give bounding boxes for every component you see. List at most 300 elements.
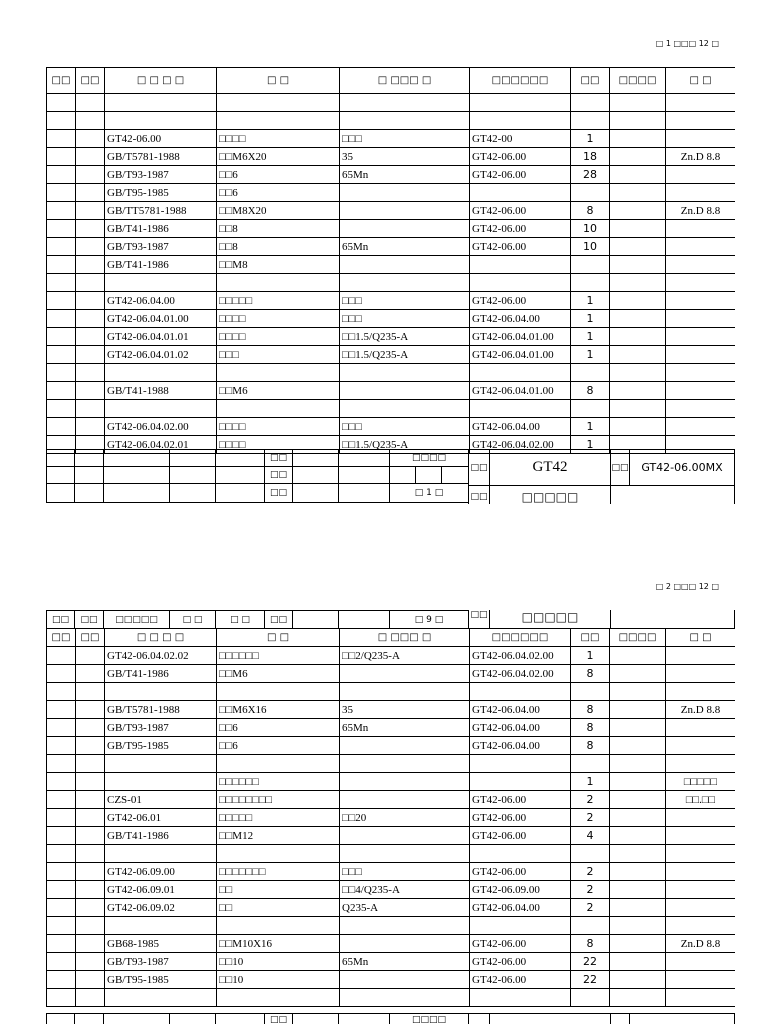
part-code-cell	[105, 773, 217, 791]
parent-code-cell	[470, 94, 571, 112]
name-label: □□	[468, 485, 490, 504]
title-label: □□	[264, 483, 293, 503]
unit-weight-cell	[610, 917, 666, 935]
table-row	[47, 166, 736, 184]
parent-code-cell: GT42-06.00	[470, 148, 571, 166]
note-cell	[666, 130, 736, 148]
quantity-cell: 28	[571, 166, 610, 184]
code-cell	[76, 863, 105, 881]
part-name-cell: □□□	[217, 346, 340, 364]
parent-code-cell: GT42-06.00	[470, 971, 571, 989]
title-label: □□□□	[389, 449, 469, 467]
table-row	[47, 328, 736, 346]
seq-cell	[47, 773, 76, 791]
part-name-cell: □□□□□□□	[217, 863, 340, 881]
header-cell: □ □ □ □	[105, 629, 217, 647]
seq-cell	[47, 827, 76, 845]
part-code-cell: GT42-06.01	[105, 809, 217, 827]
material-cell: □□20	[340, 809, 470, 827]
quantity-cell: 1	[571, 292, 610, 310]
note-cell	[666, 665, 736, 683]
seq-cell	[47, 863, 76, 881]
code-cell	[76, 238, 105, 256]
sheet-count: □ 1 □	[389, 483, 469, 503]
seq-cell	[47, 899, 76, 917]
part-code-cell: GT42-06.04.00	[105, 292, 217, 310]
material-cell	[340, 683, 470, 701]
code-cell	[76, 773, 105, 791]
part-name-cell	[217, 112, 340, 130]
material-cell: 35	[340, 148, 470, 166]
material-cell	[340, 274, 470, 292]
material-cell: 65Mn	[340, 953, 470, 971]
note-cell	[666, 274, 736, 292]
cont-cell: □□	[74, 610, 104, 629]
parent-code-cell	[470, 400, 571, 418]
note-cell: □□□□□	[666, 773, 736, 791]
seq-cell	[47, 953, 76, 971]
unit-weight-cell	[610, 238, 666, 256]
note-cell	[666, 400, 736, 418]
bom-table-body	[47, 629, 736, 1007]
part-code-cell: GB/T93-1987	[105, 166, 217, 184]
code-cell	[76, 148, 105, 166]
quantity-cell	[571, 755, 610, 773]
material-cell: 65Mn	[340, 719, 470, 737]
code-cell	[76, 827, 105, 845]
material-cell: Q235-A	[340, 899, 470, 917]
table-row	[47, 899, 736, 917]
material-cell: □□□	[340, 130, 470, 148]
title-label: □□	[264, 1013, 293, 1024]
unit-weight-cell	[610, 719, 666, 737]
parent-code-cell: GT42-06.00	[470, 238, 571, 256]
part-code-cell	[105, 845, 217, 863]
bom-sheet-1	[46, 67, 735, 504]
quantity-cell	[571, 917, 610, 935]
seq-cell	[47, 809, 76, 827]
code-cell	[76, 364, 105, 382]
header-row	[47, 68, 736, 94]
code-cell	[76, 346, 105, 364]
header-cell: □ □	[217, 68, 340, 94]
code-cell	[76, 328, 105, 346]
seq-cell	[47, 935, 76, 953]
material-cell: 35	[340, 701, 470, 719]
parent-code-cell: GT42-06.00	[470, 791, 571, 809]
table-row	[47, 256, 736, 274]
parent-code-cell: GT42-06.04.00	[470, 310, 571, 328]
quantity-cell: 1	[571, 418, 610, 436]
code-cell	[76, 935, 105, 953]
seq-cell	[47, 647, 76, 665]
material-cell: □□4/Q235-A	[340, 881, 470, 899]
part-code-cell: GB/T41-1986	[105, 827, 217, 845]
note-cell	[666, 899, 736, 917]
header-cell: □□	[76, 629, 105, 647]
cont-cell: □ □	[169, 610, 216, 629]
note-cell: □□.□□	[666, 791, 736, 809]
material-cell	[340, 827, 470, 845]
material-cell: □□1.5/Q235-A	[340, 436, 470, 454]
seq-cell	[47, 328, 76, 346]
part-name-cell: □□8	[217, 220, 340, 238]
note-cell	[666, 292, 736, 310]
material-cell	[340, 665, 470, 683]
code-cell	[76, 112, 105, 130]
parent-code-cell	[470, 112, 571, 130]
header-cell: □ □	[666, 629, 736, 647]
note-cell	[666, 827, 736, 845]
part-code-cell	[105, 989, 217, 1007]
unit-weight-cell	[610, 989, 666, 1007]
quantity-cell: 1	[571, 647, 610, 665]
part-code-cell: GB/T95-1985	[105, 184, 217, 202]
product-value: GT42	[489, 449, 611, 486]
quantity-cell	[571, 274, 610, 292]
unit-weight-cell	[610, 328, 666, 346]
table-row	[47, 364, 736, 382]
part-code-cell: GT42-06.04.02.01	[105, 436, 217, 454]
table-row	[47, 737, 736, 755]
quantity-cell: 2	[571, 863, 610, 881]
code-cell	[76, 400, 105, 418]
material-cell	[340, 256, 470, 274]
parent-code-cell	[470, 184, 571, 202]
table-row	[47, 863, 736, 881]
note-cell: Zn.D 8.8	[666, 935, 736, 953]
code-cell	[76, 130, 105, 148]
seq-cell	[47, 292, 76, 310]
quantity-cell: 1	[571, 346, 610, 364]
quantity-cell	[571, 683, 610, 701]
part-code-cell	[105, 683, 217, 701]
table-row	[47, 989, 736, 1007]
unit-weight-cell	[610, 166, 666, 184]
quantity-cell: 2	[571, 899, 610, 917]
note-cell	[666, 166, 736, 184]
header-cell: □□□□□□	[470, 68, 571, 94]
code-cell	[76, 292, 105, 310]
part-code-cell: GB/T41-1986	[105, 665, 217, 683]
seq-cell	[47, 346, 76, 364]
note-cell	[666, 112, 736, 130]
unit-weight-cell	[610, 665, 666, 683]
note-cell: Zn.D 8.8	[666, 202, 736, 220]
code-cell	[76, 845, 105, 863]
material-cell	[340, 202, 470, 220]
unit-weight-cell	[610, 418, 666, 436]
unit-weight-cell	[610, 130, 666, 148]
table-row	[47, 148, 736, 166]
parent-code-cell: GT42-06.00	[470, 292, 571, 310]
parent-code-cell: GT42-06.00	[470, 827, 571, 845]
parent-code-cell: GT42-06.00	[470, 953, 571, 971]
quantity-cell	[571, 94, 610, 112]
part-name-cell	[217, 917, 340, 935]
table-row	[47, 791, 736, 809]
table-row	[47, 382, 736, 400]
part-code-cell: GB68-1985	[105, 935, 217, 953]
unit-weight-cell	[610, 94, 666, 112]
unit-weight-cell	[610, 701, 666, 719]
seq-cell	[47, 791, 76, 809]
material-cell: □□□	[340, 418, 470, 436]
unit-weight-cell	[610, 382, 666, 400]
header-cell: □□	[571, 68, 610, 94]
quantity-cell	[571, 184, 610, 202]
seq-cell	[47, 845, 76, 863]
seq-cell	[47, 94, 76, 112]
note-cell	[666, 737, 736, 755]
code-cell	[76, 220, 105, 238]
part-code-cell: GB/T95-1985	[105, 971, 217, 989]
quantity-cell: 8	[571, 701, 610, 719]
seq-cell	[47, 989, 76, 1007]
drawing-number: GT42-06.00MX	[629, 449, 735, 486]
material-cell: □□2/Q235-A	[340, 647, 470, 665]
part-name-cell: □□□□	[217, 418, 340, 436]
quantity-cell: 4	[571, 827, 610, 845]
code-cell	[76, 737, 105, 755]
parent-code-cell	[470, 755, 571, 773]
part-name-cell	[217, 364, 340, 382]
note-cell: Zn.D 8.8	[666, 701, 736, 719]
header-cell: □□	[571, 629, 610, 647]
table-row	[47, 112, 736, 130]
parent-code-cell	[470, 683, 571, 701]
seq-cell	[47, 166, 76, 184]
parent-code-cell: GT42-06.04.00	[470, 418, 571, 436]
part-name-cell: □□6	[217, 166, 340, 184]
unit-weight-cell	[610, 971, 666, 989]
code-cell	[76, 953, 105, 971]
cont-cell: □□□□□	[103, 610, 170, 629]
bom-table-body	[47, 68, 736, 454]
material-cell	[340, 400, 470, 418]
title-label: □□	[264, 449, 293, 467]
part-code-cell: GT42-06.00	[105, 130, 217, 148]
table-row	[47, 845, 736, 863]
part-code-cell	[105, 400, 217, 418]
header-row	[47, 629, 736, 647]
part-name-cell: □□M12	[217, 827, 340, 845]
part-name-cell: □□8	[217, 238, 340, 256]
note-cell	[666, 310, 736, 328]
note-cell	[666, 346, 736, 364]
header-cell: □ □	[666, 68, 736, 94]
part-code-cell: GB/TT5781-1988	[105, 202, 217, 220]
title-block	[46, 449, 735, 503]
material-cell: □□□	[340, 292, 470, 310]
parent-code-cell: GT42-00	[470, 130, 571, 148]
parent-code-cell: GT42-06.04.01.00	[470, 346, 571, 364]
parent-code-cell: GT42-06.00	[470, 809, 571, 827]
quantity-cell: 22	[571, 953, 610, 971]
unit-weight-cell	[610, 274, 666, 292]
note-cell	[666, 647, 736, 665]
parent-code-cell: GT42-06.00	[470, 166, 571, 184]
parent-code-cell	[470, 256, 571, 274]
quantity-cell: 8	[571, 202, 610, 220]
quantity-cell	[571, 256, 610, 274]
material-cell	[340, 94, 470, 112]
code-cell	[76, 881, 105, 899]
parent-code-cell: GT42-06.04.00	[470, 899, 571, 917]
note-cell	[666, 809, 736, 827]
unit-weight-cell	[610, 292, 666, 310]
cont-cell: □ □	[215, 610, 265, 629]
unit-weight-cell	[610, 863, 666, 881]
note-cell	[666, 719, 736, 737]
quantity-cell: 8	[571, 665, 610, 683]
unit-weight-cell	[610, 791, 666, 809]
header-cell: □□	[47, 629, 76, 647]
table-row	[47, 701, 736, 719]
seq-cell	[47, 683, 76, 701]
quantity-cell: 8	[571, 719, 610, 737]
material-cell	[340, 917, 470, 935]
note-cell	[666, 328, 736, 346]
table-row	[47, 418, 736, 436]
part-code-cell: GB/T5781-1988	[105, 701, 217, 719]
unit-weight-cell	[610, 148, 666, 166]
seq-cell	[47, 274, 76, 292]
unit-weight-cell	[610, 220, 666, 238]
note-cell	[666, 238, 736, 256]
seq-cell	[47, 665, 76, 683]
header-cell: □ □ □ □	[105, 68, 217, 94]
note-cell	[666, 220, 736, 238]
part-name-cell: □□M8	[217, 256, 340, 274]
unit-weight-cell	[610, 935, 666, 953]
bom-table	[46, 67, 735, 454]
table-row	[47, 971, 736, 989]
material-cell	[340, 935, 470, 953]
code-cell	[76, 382, 105, 400]
table-row	[47, 184, 736, 202]
header-cell: □□	[47, 68, 76, 94]
unit-weight-cell	[610, 310, 666, 328]
quantity-cell: 1	[571, 328, 610, 346]
table-row	[47, 755, 736, 773]
part-name-cell: □□6	[217, 184, 340, 202]
code-cell	[76, 719, 105, 737]
part-name-cell: □□M6	[217, 665, 340, 683]
part-name-cell: □□10	[217, 953, 340, 971]
quantity-cell: 1	[571, 773, 610, 791]
unit-weight-cell	[610, 845, 666, 863]
code-cell	[76, 809, 105, 827]
note-cell	[666, 917, 736, 935]
part-code-cell: GT42-06.09.02	[105, 899, 217, 917]
quantity-cell	[571, 845, 610, 863]
table-row	[47, 827, 736, 845]
part-code-cell: GB/T41-1986	[105, 220, 217, 238]
parent-code-cell	[470, 773, 571, 791]
part-name-cell: □□M8X20	[217, 202, 340, 220]
product-label: □□	[468, 449, 490, 486]
part-name-cell: □□M10X16	[217, 935, 340, 953]
code-cell	[76, 647, 105, 665]
seq-cell	[47, 418, 76, 436]
unit-weight-cell	[610, 202, 666, 220]
quantity-cell: 2	[571, 791, 610, 809]
unit-weight-cell	[610, 737, 666, 755]
parent-code-cell	[470, 845, 571, 863]
table-row	[47, 292, 736, 310]
part-code-cell	[105, 94, 217, 112]
part-code-cell: GB/T95-1985	[105, 737, 217, 755]
seq-cell	[47, 184, 76, 202]
quantity-cell: 8	[571, 382, 610, 400]
material-cell	[340, 791, 470, 809]
unit-weight-cell	[610, 683, 666, 701]
part-name-cell	[217, 274, 340, 292]
part-name-cell: □□M6	[217, 382, 340, 400]
table-row	[47, 647, 736, 665]
table-row	[47, 310, 736, 328]
quantity-cell: 1	[571, 436, 610, 454]
part-name-cell: □□	[217, 899, 340, 917]
material-cell: □□1.5/Q235-A	[340, 346, 470, 364]
quantity-cell	[571, 364, 610, 382]
seq-cell	[47, 400, 76, 418]
quantity-cell: 10	[571, 238, 610, 256]
table-row	[47, 881, 736, 899]
header-cell: □ □	[217, 629, 340, 647]
part-code-cell: GT42-06.04.01.01	[105, 328, 217, 346]
part-code-cell: GB/T5781-1988	[105, 148, 217, 166]
table-row	[47, 94, 736, 112]
code-cell	[76, 274, 105, 292]
seq-cell	[47, 881, 76, 899]
parent-code-cell: GT42-06.04.02.00	[470, 436, 571, 454]
parent-code-cell	[470, 274, 571, 292]
part-name-cell	[217, 845, 340, 863]
seq-cell	[47, 130, 76, 148]
material-cell	[340, 220, 470, 238]
part-name-cell	[217, 94, 340, 112]
page-number: □ 2 □□□ 12 □	[655, 582, 719, 591]
parent-code-cell: GT42-06.09.00	[470, 881, 571, 899]
quantity-cell: 10	[571, 220, 610, 238]
part-name-cell: □□M6X16	[217, 701, 340, 719]
parent-code-cell: GT42-06.00	[470, 863, 571, 881]
continuation-strip	[46, 610, 735, 629]
table-row	[47, 953, 736, 971]
table-row	[47, 400, 736, 418]
unit-weight-cell	[610, 184, 666, 202]
part-name-cell: □□□□□	[217, 292, 340, 310]
material-cell	[340, 112, 470, 130]
part-code-cell	[105, 274, 217, 292]
bom-table	[46, 628, 735, 1007]
cont-cell: □□□□□	[489, 610, 611, 629]
table-row	[47, 238, 736, 256]
material-cell: 65Mn	[340, 166, 470, 184]
part-name-cell: □□M6X20	[217, 148, 340, 166]
cont-cell: □ 9 □	[389, 610, 469, 629]
material-cell: □□□	[340, 863, 470, 881]
table-row	[47, 809, 736, 827]
table-row	[47, 917, 736, 935]
part-code-cell: GT42-06.04.01.00	[105, 310, 217, 328]
note-cell	[666, 989, 736, 1007]
header-cell: □ □□□ □	[340, 68, 470, 94]
unit-weight-cell	[610, 256, 666, 274]
part-name-cell: □□□□	[217, 328, 340, 346]
